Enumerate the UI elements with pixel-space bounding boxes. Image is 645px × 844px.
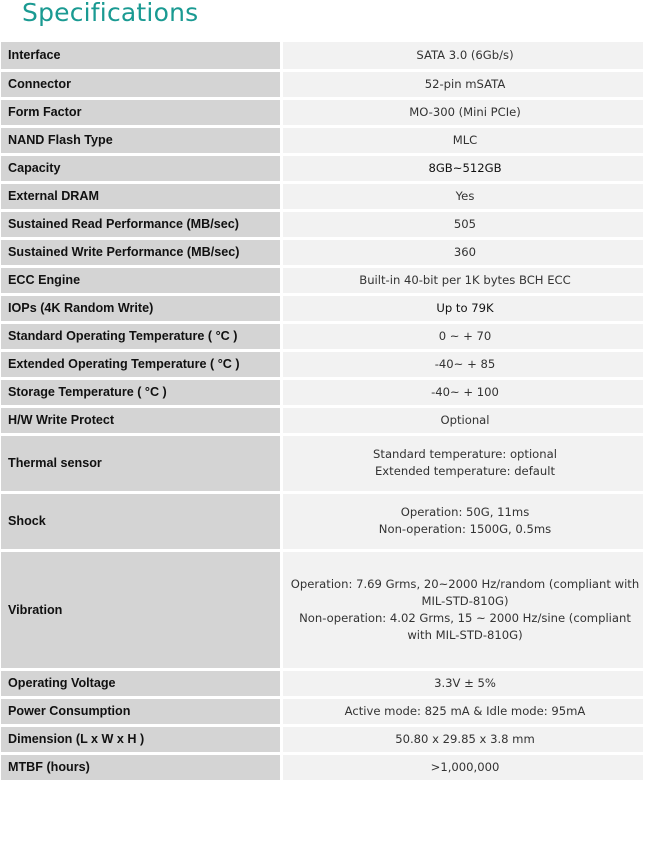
spec-value [282,238,644,266]
table-row [1,42,643,70]
table-row [1,294,643,322]
table-row [1,492,643,550]
spec-label: ECC Engine [1,266,282,294]
spec-value [282,669,644,697]
spec-label: Thermal sensor [1,434,282,492]
spec-value [282,378,644,406]
table-row [1,126,643,154]
spec-value [282,350,644,378]
table-row [1,550,643,669]
table-row [1,154,643,182]
spec-value-line: 360 [453,244,477,259]
spec-value-line: Optional [440,412,490,427]
spec-label: MTBF (hours) [1,753,282,781]
spec-label: Shock [1,492,282,550]
spec-label: Sustained Read Performance (MB/sec) [1,210,282,238]
spec-label: IOPs (4K Random Write) [1,294,282,322]
page-title: Specifications [22,0,199,27]
spec-label: Vibration [1,550,282,669]
table-row [1,98,643,126]
table-row [1,266,643,294]
table-row [1,322,643,350]
spec-value [282,42,644,70]
spec-label: Extended Operating Temperature ( °C ) [1,350,282,378]
spec-value-line: -40~ + 100 [431,384,499,399]
spec-value-line: SATA 3.0 (6Gb/s) [416,47,514,62]
table-row [1,182,643,210]
table-row [1,434,643,492]
spec-value-line: MLC [452,132,478,147]
spec-value [282,70,644,98]
table-row [1,669,643,697]
table-row [1,70,643,98]
spec-value-line: Extended temperature: default [374,464,555,478]
spec-value-line: 50.80 x 29.85 x 3.8 mm [395,731,535,746]
spec-value-line: Standard temperature: optional [373,447,557,461]
spec-value-line: -40~ + 85 [434,356,496,371]
spec-value-line: Non-operation: 1500G, 0.5ms [378,522,552,536]
spec-value [282,210,644,238]
table-row [1,406,643,434]
spec-value-line: Up to 79K [436,300,494,315]
spec-value [282,266,644,294]
spec-value [282,406,644,434]
spec-label: H/W Write Protect [1,406,282,434]
spec-value [282,434,644,492]
spec-value [282,154,644,182]
spec-value [282,753,644,781]
spec-value-line: MO-300 (Mini PCIe) [409,104,521,119]
spec-value [282,98,644,126]
spec-value-line: MIL-STD-810G) [421,593,509,608]
spec-label: NAND Flash Type [1,126,282,154]
spec-label: Power Consumption [1,697,282,725]
spec-value-line: 505 [453,216,477,231]
spec-value-line: with MIL-STD-810G) [407,627,523,642]
spec-label: Operating Voltage [1,669,282,697]
spec-value-line: Active mode: 825 mA & Idle mode: 95mA [344,703,586,718]
table-row [1,378,643,406]
spec-value [282,294,644,322]
spec-value-line: Operation: 7.69 Grms, 20~2000 Hz/random (compliant with [290,576,640,591]
spec-value [282,550,644,669]
spec-value [282,492,644,550]
spec-value-line: 52-pin mSATA [424,76,506,91]
spec-value-line: Operation: 50G, 11ms [400,505,530,519]
spec-value [282,182,644,210]
table-row [1,725,643,753]
table-row [1,753,643,781]
spec-value-line: Yes [455,188,475,203]
spec-label: Form Factor [1,98,282,126]
table-row [1,238,643,266]
specifications-table [1,42,643,783]
specifications-table-body [1,42,643,781]
spec-label: Interface [1,42,282,70]
spec-label: Capacity [1,154,282,182]
table-row [1,210,643,238]
spec-label: Storage Temperature ( °C ) [1,378,282,406]
spec-label: External DRAM [1,182,282,210]
spec-value [282,322,644,350]
spec-value [282,126,644,154]
spec-value [282,697,644,725]
spec-label: Standard Operating Temperature ( °C ) [1,322,282,350]
table-row [1,697,643,725]
spec-label: Sustained Write Performance (MB/sec) [1,238,282,266]
spec-value-line: Non-operation: 4.02 Grms, 15 ~ 2000 Hz/sine (compliant [299,610,631,625]
spec-value-line: 8GB~512GB [428,160,502,175]
spec-label: Dimension (L x W x H ) [1,725,282,753]
table-row [1,350,643,378]
spec-value [282,725,644,753]
spec-value-line: Built-in 40-bit per 1K bytes BCH ECC [359,272,571,287]
spec-value-line: 3.3V ± 5% [434,675,496,690]
spec-value-line: 0 ~ + 70 [438,328,492,343]
spec-label: Connector [1,70,282,98]
spec-value-line: >1,000,000 [430,759,500,774]
